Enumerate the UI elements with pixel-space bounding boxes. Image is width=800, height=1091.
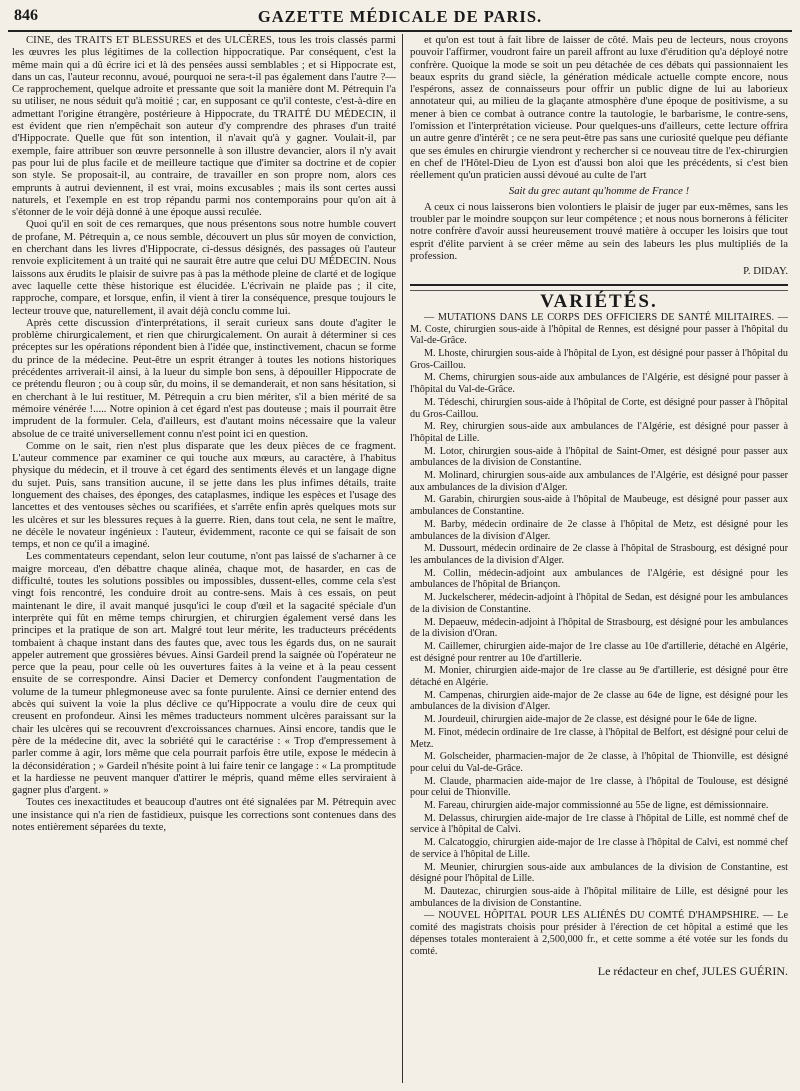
varietes-item: M. Delassus, chirurgien aide-major de 1re classe à l'hôpital de Lille, est nommé chef de service à l'hôpital de Calvi. [410, 812, 788, 836]
article-paragraph: et qu'on est tout à fait libre de laisser de côté. Mais peu de lecteurs, nous croyons pouvoir l'affirmer, voudront faire un pareil affront au luxe d'érudition qu'a déployé notre confrère. Quoique la mode se soit un peu détachée de ces débats qui passionnaient les beaux esprits du grand siècle, la génération médicale actuelle compte encore, nous l'espérons, assez de connaisseurs pour offrir un public digne de lui au laborieux annotateur qui, au milieu de la glaçante atmosphère d'une époque de positivisme, a su mener à bien ce combat à outrance contre la tautologie, le barbarisme, le contre-sens, l'omission et l'interprétation vicieuse. Pour quelques-uns d'ailleurs, cette lecture offrira un autre genre d'intérêt ; ce ne sera peut-être pas sans une curiosité quelque peu défiante que ses émules en chirurgie viendront y rechercher si ce nouveau titre de l'ex-chirurgien en chef de l'Hôtel-Dieu de Lyon est d'aussi bon aloi que les précédents, si c'est bien réellement qu'un praticien aussi dévoué au culte de l'art [410, 34, 788, 182]
varietes-item: M. Juckelscherer, médecin-adjoint à l'hôpital de Sedan, est désigné pour les ambulances de la division de Constantine. [410, 592, 788, 615]
page-header [8, 4, 792, 32]
article-paragraph: Toutes ces inexactitudes et beaucoup d'autres ont été signalées par M. Pétrequin avec une insistance qui n'a rien de fastidieux, puisque les corrections sont contenues dans des notes entièrement séparées du texte, [12, 796, 396, 833]
journal-title: GAZETTE MÉDICALE DE PARIS. [257, 7, 543, 26]
varietes-item: M. Dautezac, chirurgien sous-aide à l'hôpital militaire de Lille, est désigné pour les ambulances de la division de Constantine. [410, 885, 788, 909]
varietes-item: M. Campenas, chirurgien aide-major de 2e classe au 64e de ligne, est désigné pour les ambulances de la division d'Alger. [410, 689, 788, 713]
varietes-item: M. Caillemer, chirurgien aide-major de 1re classe au 10e d'artillerie, détaché en Algérie, est désigné pour rentrer au 10e d'artillerie. [410, 640, 788, 664]
editor-footer: Le rédacteur en chef, JULES GUÉRIN. [597, 964, 788, 979]
varietes-item: M. Meunier, chirurgien sous-aide aux ambulances de la division de Constantine, est désigné pour l'hôpital de Lille. [410, 861, 788, 885]
varietes-item: M. Monier, chirurgien aide-major de 1re classe au 9e d'artillerie, est désigné pour être détaché en Algérie. [410, 665, 788, 689]
verse-line: Sait du grec autant qu'homme de France ! [508, 184, 690, 197]
article-paragraph: Après cette discussion d'interprétations, il serait curieux sans doute d'agiter le problème chirurgicalement, et rien que chirurgicalement. On aurait à déterminer si ces préceptes sur les opérations répondent bien à l'idée que, instinctivement, chacun se forme du prince de la médecine. Peut-être un esprit étranger à toutes les notions historiques précédentes arriverait-il ainsi, à la lueur du simple bon sens, à dépouiller Hippocrate de ce prétendu fleuron ; ou à coup sûr, du moins, il se demanderait, et non sans hésitation, si en cherchant à le lui restituer, M. Pétrequin a cru bien mériter, s'il a bien mérité de sa mémoire vénérée !..... Notre opinion à cet égard n'est pas douteuse ; mais il pourrait être imprudent de la formuler. Cela, d'ailleurs, est d'autant moins nécessaire que la valeur absolue de ce traité universellement connu n'est point ici en question. [12, 316, 396, 440]
right-column [410, 34, 788, 1083]
varietes-item: M. Fareau, chirurgien aide-major commissionné au 55e de ligne, est démissionnaire. [424, 800, 769, 812]
varietes-item: M. Calcatoggio, chirurgien aide-major de 1re classe à l'hôpital de Calvi, est nommé chef de service à l'hôpital de Lille. [410, 837, 788, 860]
varietes-item: — MUTATIONS DANS LE CORPS DES OFFICIERS DE SANTÉ MILITAIRES. — M. Coste, chirurgien sous-aide à l'hôpital de Rennes, est désigné pour passer à l'hôpital du Val-de-Grâce. [410, 311, 788, 347]
varietes-list [410, 312, 788, 957]
varietes-item: M. Garabin, chirurgien sous-aide à l'hôpital de Maubeuge, est désigné pour passer aux ambulances de Constantine. [410, 494, 788, 518]
article-paragraph: Comme on le sait, rien n'est plus disparate que les deux pièces de ce fragment. L'auteur commence par examiner ce qui touche aux mœurs, au caractère, à l'habitus physique du médecin, et il trouve à cet égard des sentiments élevés et un langage digne du sujet. Puis, sans transition aucune, il se jette dans les plus infimes détails, traite longuement des chaises, des éponges, des cataplasmes, indique les espèces et l'usage des lancettes et des ventouses sèches ou scarifiées, et s'arrête enfin après quelques mots sur les ulcères et sur les blessures reçues à la guerre. Rien, dans tout cela, ne sent le maître, ne décèle le novateur ingénieux : l'auteur, évidemment, raconte ce qui se faisait de son temps, et non ce qu'il a imaginé. [12, 439, 396, 551]
varietes-item: M. Lotor, chirurgien sous-aide à l'hôpital de Saint-Omer, est désigné pour passer aux ambulances de la division de Constantine. [410, 445, 788, 469]
article-continuation [410, 34, 788, 182]
author-signature: P. DIDAY. [743, 265, 788, 278]
varietes-item: M. Tédeschi, chirurgien sous-aide à l'hôpital de Corte, est désigné pour passer à l'hôpital du Gros-Caillou. [410, 396, 788, 420]
left-column [12, 34, 396, 1083]
varietes-item: M. Collin, médecin-adjoint aux ambulances de l'Algérie, est désigné pour les ambulances de l'hôpital de Briançon. [410, 567, 788, 591]
varietes-item: M. Golscheider, pharmacien-major de 2e classe, à l'hôpital de Thionville, est désigné pour celui du Val-de-Grâce. [410, 751, 788, 774]
columns [8, 34, 792, 1083]
varietes-item: — NOUVEL HÔPITAL POUR LES ALIÉNÉS DU COMTÉ D'HAMPSHIRE. — Le comité des magistrats choisis pour présider à l'érection de cet hôpital a estimé que les dépenses totales monteraient à 2,500,000 fr., et cette somme a été votée sur les fonds du comté. [410, 910, 788, 957]
varietes-item: M. Dussourt, médecin ordinaire de 2e classe à l'hôpital de Strasbourg, est désigné pour les ambulances de la division d'Alger. [410, 543, 788, 566]
column-divider [402, 34, 403, 1083]
varietes-heading: VARIÉTÉS. [540, 290, 658, 312]
varietes-item: M. Claude, pharmacien aide-major de 1re classe, à l'hôpital de Toulouse, est désigné pour celui de Thionville. [410, 775, 788, 799]
varietes-item: M. Finot, médecin ordinaire de 1re classe, à l'hôpital de Belfort, est désigné pour celui de Metz. [410, 726, 788, 750]
varietes-item: M. Lhoste, chirurgien sous-aide à l'hôpital de Lyon, est désigné pour passer à l'hôpital du Gros-Caillou. [410, 348, 788, 371]
varietes-item: M. Depaeuw, médecin-adjoint à l'hôpital de Strasbourg, est désigné pour les ambulances de la division d'Oran. [410, 616, 788, 640]
article-paragraph: Les commentateurs cependant, selon leur coutume, n'ont pas laissé de s'acharner à ce maigre morceau, d'en débattre chaque alinéa, chaque mot, de hasarder, en cas de difficulté, toutes les solutions possibles ou impossibles, dussent-elles, comme cela s'est vingt fois rencontré, les conduire droit au contre-sens. Mais à ces essais, on peut maintenant le dire, il avait manqué jusqu'ici le coup d'œil et la sagacité spéciale d'un interprète qui fût en même temps chirurgien, et chirurgien également versé dans les principes et la pratique de son art. Malgré tout leur mérite, les traducteurs précédents tombaient à chaque instant dans des fautes que, avec tous les égards dus, on ne saurait appeler autrement que grossières bévues. Ainsi Gardeil prend la saignée où l'opérateur ne perce que la peau, pour celle où les ouvertures faites à la veine et à la peau cessent ensuite de se correspondre. Ainsi Dacier et Demercy confondent l'augmentation de volume de la tumeur phlegmoneuse avec sa fonte purulente. Ainsi ce dernier entend des abcès qui suivent la voie la plus déclive ce qu'Hippocrate a voulu dire de ceux qui creusent en profondeur. Ainsi les mêmes traducteurs nomment ulcères paraissant sur la chair les ulcères qui se recouvrent d'excroissances charnues. Ainsi encore, tandis que le père de la médecine dit, avec la sobriété qui le caractérise : « Trop d'empressement à parler comme à agir, lors même que cela pourrait parfois être utile, expose le médecin à la déconsidération ; » Gardeil n'hésite point à lui faire tenir ce langage : « La promptitude et la hardiesse ne peuvent manquer d'attirer le mépris, quand même elles serviraient à gagner plus d'argent. » [12, 550, 396, 797]
page-number: 846 [14, 7, 38, 24]
varietes-item: M. Barby, médecin ordinaire de 2e classe à l'hôpital de Metz, est désigné pour les ambulances de la division d'Alger. [410, 518, 788, 542]
section-divider [410, 284, 788, 286]
varietes-item: M. Chems, chirurgien sous-aide aux ambulances de l'Algérie, est désigné pour passer à l'hôpital du Val-de-Grâce. [410, 372, 788, 396]
article-paragraph: CINE, des TRAITS ET BLESSURES et des ULCÈRES, tous les trois classés parmi les œuvres les plus légitimes de la collection hippocratique. Par conséquent, c'est la même main qui a dû écrire ici et là des pensées aussi semblables ; et si Hippocrate est, dans un cas, l'auteur reconnu, avoué, pourquoi ne sera-t-il pas également dans l'autre ?—Ce rapprochement, quelque adroite et pressante que soit la manière dont M. Pétrequin l'a su utiliser, ne nous séduit qu'à moitié ; car, en supposant ce qu'il conteste, c'est-à-dire en admettant l'origine étrangère, postérieure à Hippocrate, du TRAITÉ DU MÉDECIN, il est évident que rien n'empêchait son auteur d'y comprendre des phrases d'un traité d'Hippocrate. Quelle que fût son intention, il n'avait qu'à y gagner. Voulait-il, par exemple, faire attribuer son œuvre personnelle à son illustre devancier, alors il n'y avait pas pour lui de plus facile et de meilleure tactique que d'imiter sa doctrine et de copier son style. Se proposait-il, au contraire, de travailler en son propre nom, alors ces emprunts à autrui deviennent, il est vrai, moins excusables ; mais ils sont certes aussi naturels, et l'exemple en est trop répandu parmi nos contemporains pour qu'on ait à s'étonner de le voir déjà donné à une époque aussi reculée. [12, 34, 396, 219]
closing-paragraph: A ceux ci nous laisserons bien volontiers le plaisir de juger par eux-mêmes, sans les troubler par le moindre soupçon sur leur compétence ; et nous nous bornerons à féliciter notre confrère d'avoir aussi heureusement trouvé matière à occuper les loisirs que tout esprit d'élite parvient à se créer même au sein des labeurs les plus multipliés de la profession. [410, 200, 788, 263]
varietes-item: M. Jourdeuil, chirurgien aide-major de 2e classe, est désigné pour le 64e de ligne. [424, 714, 757, 726]
varietes-item: M. Molinard, chirurgien sous-aide aux ambulances de l'Algérie, est désigné pour passer aux ambulances de la division d'Alger. [410, 470, 788, 493]
newspaper-page [8, 4, 792, 1083]
article-paragraph: Quoi qu'il en soit de ces remarques, que nous présentons sous notre humble couvert de profane, M. Pétrequin a, ce nous semble, découvert un plus sûr moyen de conviction, en cherchant dans les livres d'Hippocrate, ci-dessus désignés, des passages où l'auteur renvoie explicitement à un traité qui ne saurait être autre que celui DU MÉDECIN. Nous laissons aux érudits le plaisir de suivre pas à pas la méthode pleine de clarté et de logique avec laquelle cette thèse historique est élucidée. L'écrivain ne plaide pas ; il cite, rapproche, compare, et lorsque, enfin, il vient à tirer la conséquence, presque toujours le lecteur trouve que, naturellement, il avait déjà conclu comme lui. [12, 218, 396, 317]
varietes-item: M. Rey, chirurgien sous-aide aux ambulances de l'Algérie, est désigné pour passer à l'hôpital de Lille. [410, 421, 788, 444]
